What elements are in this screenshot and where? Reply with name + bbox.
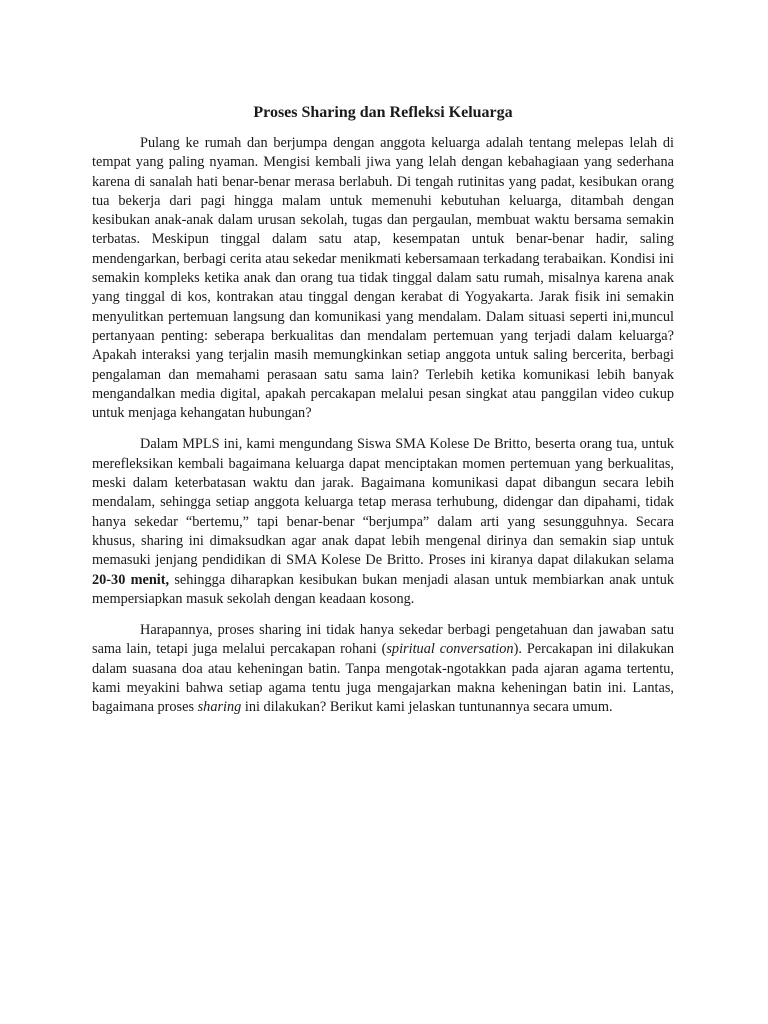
paragraph-2-text-start: Dalam MPLS ini, kami mengundang Siswa SMA Kolese De Britto, beserta orang tua, untuk merefleksikan kembali bagaimana keluarga dapat menciptakan momen pertemuan yang berkualitas, meski dalam keterbatasan waktu dan jarak. Bagaimana komunikasi dapat dibangun secara lebih mendalam, sehingga setiap anggota keluarga tetap merasa terhubung, didengar dan dipahami, tidak hanya sekedar “bertemu,” tapi benar-benar “berjumpa” dalam arti yang sesungguhnya. Secara khusus, sharing ini dimaksudkan agar anak dapat lebih mengenal dirinya dan semakin siap untuk memasuki jenjang pendidikan di SMA Kolese De Britto. Proses ini kiranya dapat dilakukan selama: [92, 436, 674, 569]
document-body: [92, 102, 674, 730]
paragraph-2-duration: 20-30 menit,: [92, 571, 170, 588]
paragraph-3-italic-sharing: sharing: [197, 699, 242, 716]
document-title: Proses Sharing dan Refleksi Keluarga: [253, 104, 513, 121]
paragraph-3-italic-spiritual-conversation: spiritual conversation: [386, 641, 514, 658]
paragraph-3-text-2: ). Percakapan ini dilakukan dalam suasana doa atau keheningan batin. Tanpa mengotak-ngotakkan pada ajaran agama tertentu, kami meyakini bahwa setiap agama tentu juga mengajarkan makna keheningan batin ini. Lantas, bagaimana proses: [92, 641, 675, 716]
paragraph-2-text-end: sehingga diharapkan kesibukan bukan menjadi alasan untuk membiarkan anak untuk mempersiapkan masuk sekolah dengan keadaan kosong.: [92, 571, 674, 607]
paragraph-3-text-3: ini dilakukan? Berikut kami jelaskan tuntunannya secara umum.: [241, 699, 613, 716]
paragraph-3-text-1: Harapannya, proses sharing ini tidak hanya sekedar berbagi pengetahuan dan jawaban satu sama lain, tetapi juga melalui percakapan rohani (: [92, 622, 674, 658]
paragraph-2: [92, 435, 674, 609]
paragraph-3: [92, 621, 674, 717]
paragraph-1-text: Pulang ke rumah dan berjumpa dengan anggota keluarga adalah tentang melepas lelah di tempat yang paling nyaman. Mengisi kembali jiwa yang lelah dengan kebahagiaan yang sederhana karena di sanalah hati benar-benar merasa berlabuh. Di tengah rutinitas yang padat, kesibukan orang tua bekerja dari pagi hingga malam untuk memenuhi kebutuhan keluarga, ditambah dengan kesibukan anak-anak dalam urusan sekolah, tugas dan pergaulan, membuat waktu bersama semakin terbatas. Meskipun tinggal dalam satu atap, kesempatan untuk benar-benar hadir, saling mendengarkan, berbagi cerita atau sekedar menikmati kebersamaan terkadang terabaikan. Kondisi ini semakin kompleks ketika anak dan orang tua tidak tinggal dalam satu rumah, misalnya karena anak yang tinggal di kos, kontrakan atau tinggal dengan kerabat di Yogyakarta. Jarak fisik ini semakin menyulitkan pertemuan langsung dan komunikasi yang mendalam. Dalam situasi seperti ini,muncul pertanyaan penting: seberapa berkualitas dan mendalam pertemuan yang terjadi dalam keluarga? Apakah interaksi yang terjalin masih memungkinkan setiap anggota untuk saling bercerita, berbagi pengalaman dan memahami perasaan satu sama lain? Terlebih ketika komunikasi lebih banyak mengandalkan media digital, apakah percakapan melalui pesan singkat atau panggilan video cukup untuk menjaga kehangatan hubungan?: [92, 135, 674, 422]
paragraph-1: [92, 134, 674, 423]
